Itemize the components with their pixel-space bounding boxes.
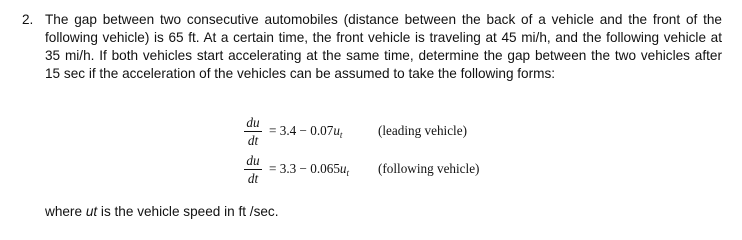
equation-note: (leading vehicle) <box>378 123 467 138</box>
equation-expression: = 3.3 − 0.065 <box>269 160 340 176</box>
problem-statement: The gap between two consecutive automobiles (distance between the back of a vehicle and the front of the following vehicle) is 65 ft. At a certain time, the front vehicle is traveling at 45 mi/h, and the following vehicle at 35 mi/h. If both vehicles start accelerating at the same time, determine the gap between the two vehicles after 15 sec if the acceleration of the vehicles can be assumed to take the following forms: <box>45 12 722 81</box>
derivative-fraction <box>242 153 264 186</box>
equation-note: (following vehicle) <box>378 161 480 176</box>
problem-number: 2. <box>22 12 34 27</box>
fraction-numerator: du <box>246 152 260 168</box>
where-prefix: where <box>45 204 86 219</box>
fraction-denominator: dt <box>247 132 259 148</box>
equation-rhs <box>269 161 349 178</box>
where-suffix: is the vehicle speed in ft /sec. <box>97 204 279 219</box>
derivative-fraction <box>242 115 264 148</box>
equation-subscript: t <box>346 167 350 178</box>
equation-variable: u <box>333 122 340 138</box>
equation-following <box>242 150 480 188</box>
equation-subscript: t <box>339 129 343 140</box>
equation-leading <box>242 112 467 150</box>
equation-expression: = 3.4 − 0.07 <box>269 122 334 138</box>
fraction-numerator: du <box>246 114 260 130</box>
where-clause <box>45 203 279 221</box>
problem-2 <box>22 11 722 83</box>
equations-block <box>242 112 480 188</box>
equation-rhs <box>269 123 342 140</box>
equation-variable: u <box>339 160 347 176</box>
where-variable: ut <box>85 204 98 219</box>
fraction-denominator: dt <box>247 170 259 186</box>
